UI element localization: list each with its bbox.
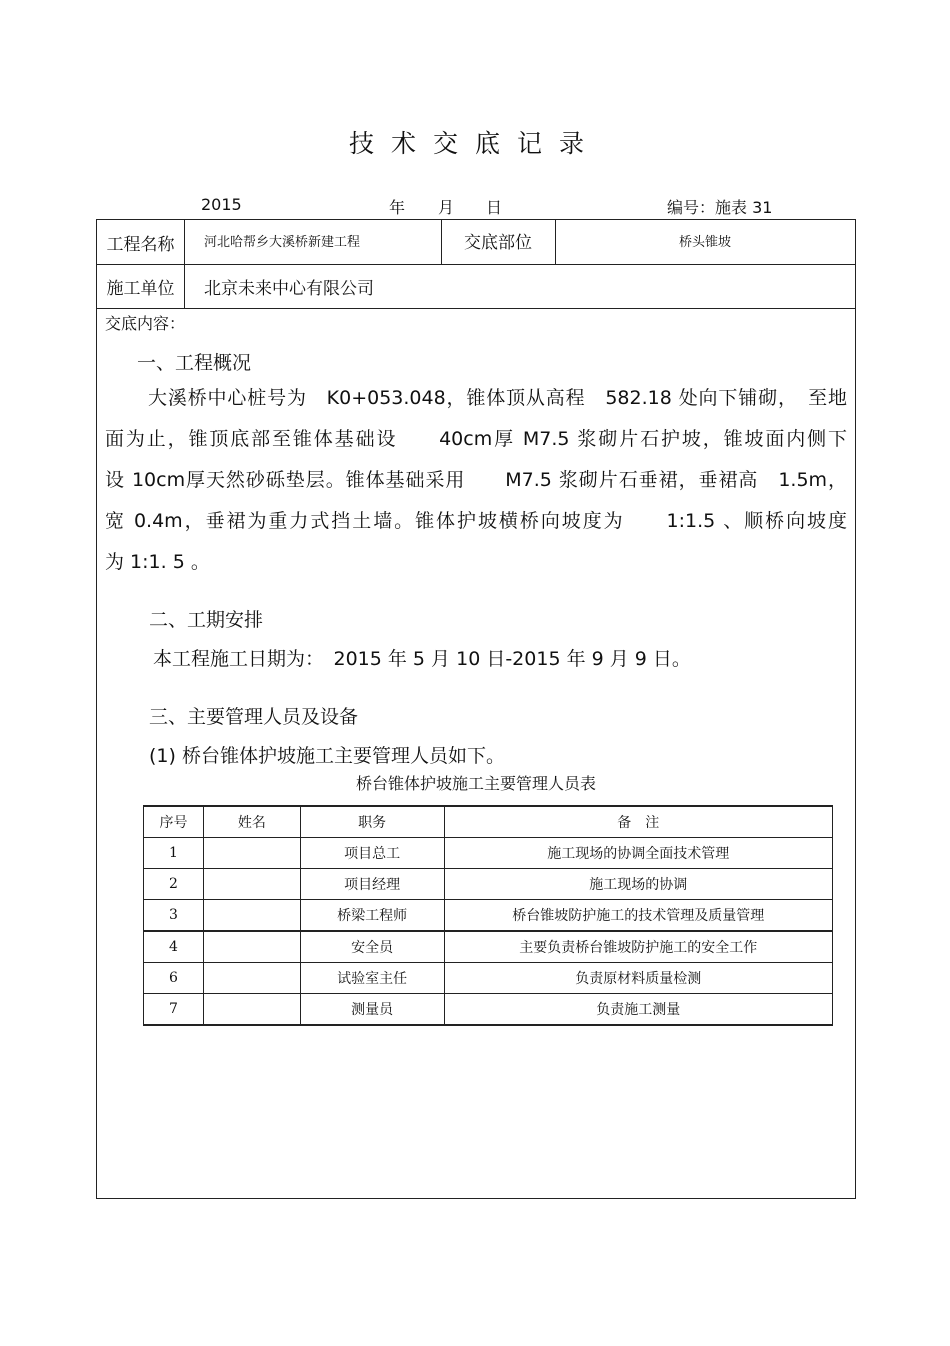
row-index: 6: [144, 963, 204, 994]
row-index: 7: [144, 994, 204, 1026]
record-form: [96, 219, 856, 1199]
row-index: 1: [144, 838, 204, 869]
project-name-label: 工程名称: [106, 234, 175, 255]
row-position: 测量员: [300, 994, 444, 1026]
row-remarks: 施工现场的协调: [444, 869, 832, 900]
table-row: [144, 931, 833, 963]
row-remarks: 负责施工测量: [444, 994, 832, 1026]
document-number: 编号：施表 31: [667, 198, 773, 217]
row-position: 安全员: [300, 931, 444, 963]
table-row: [144, 838, 833, 869]
row-name: [203, 963, 300, 994]
contractor-label: 施工单位: [106, 278, 175, 299]
row-position: 试验室主任: [300, 963, 444, 994]
location-label: 交底部位: [464, 232, 532, 253]
header-remarks: 备 注: [444, 806, 832, 838]
row-position: 项目总工: [300, 838, 444, 869]
section1-line: 大溪桥中心桩号为 K0+053.048，锥体顶从高程 582.18 处向下铺砌， 至地: [148, 387, 847, 409]
section1-line: 面为止，锥顶底部至锥体基础设 40cm厚 M7.5 浆砌片石护坡，锥坡面内侧下: [105, 428, 847, 450]
header-name: 姓名: [203, 806, 300, 838]
section3-subtitle: (1) 桥台锥体护坡施工主要管理人员如下。: [149, 745, 505, 767]
header-index: 序号: [144, 806, 204, 838]
day-unit: 日: [486, 198, 503, 217]
section3-title: 三、主要管理人员及设备: [149, 706, 359, 728]
table-row: [144, 963, 833, 994]
row-position: 桥梁工程师: [300, 900, 444, 932]
row-remarks: 主要负责桥台锥坡防护施工的安全工作: [444, 931, 832, 963]
row-index: 3: [144, 900, 204, 932]
section2-text: 本工程施工日期为： 2015 年 5 月 10 日-2015 年 9 月 9 日。: [153, 648, 691, 670]
table-header-row: [144, 806, 833, 838]
row-remarks: 桥台锥坡防护施工的技术管理及质量管理: [444, 900, 832, 932]
staff-table: [143, 805, 833, 1026]
year-value: 2015: [201, 195, 242, 214]
row-name: [203, 900, 300, 932]
section1-line: 宽 0.4m，垂裙为重力式挡土墙。锥体护坡横桥向坡度为 1:1.5 、顺桥向坡度: [105, 510, 847, 532]
row-name: [203, 994, 300, 1026]
header-position: 职务: [300, 806, 444, 838]
section1-line: 为 1:1. 5 。: [105, 551, 210, 573]
content-label: 交底内容：: [105, 314, 186, 333]
row-index: 2: [144, 869, 204, 900]
row-name: [203, 869, 300, 900]
document-title: 技术交底记录: [348, 129, 601, 158]
location-value: 桥头锥坡: [678, 234, 731, 250]
row-name: [203, 931, 300, 963]
row-index: 4: [144, 931, 204, 963]
month-unit: 月: [438, 198, 455, 217]
row-remarks: 负责原材料质量检测: [444, 963, 832, 994]
row-position: 项目经理: [300, 869, 444, 900]
table-row: [144, 994, 833, 1026]
section2-title: 二、工期安排: [149, 609, 264, 631]
row-name: [203, 838, 300, 869]
contractor-value: 北京未来中心有限公司: [204, 278, 374, 299]
table-row: [144, 900, 833, 932]
section1-line: 设 10cm厚天然砂砾垫层。锥体基础采用 M7.5 浆砌片石垂裙，垂裙高 1.5m，: [105, 469, 847, 491]
year-unit: 年: [389, 198, 406, 217]
table-row: [144, 869, 833, 900]
section1-paragraph: [105, 378, 847, 583]
section1-title: 一、工程概况: [137, 352, 252, 374]
row-remarks: 施工现场的协调全面技术管理: [444, 838, 832, 869]
project-name-value: 河北哈帮乡大溪桥新建工程: [204, 234, 361, 250]
table-caption: 桥台锥体护坡施工主要管理人员表: [355, 774, 596, 793]
